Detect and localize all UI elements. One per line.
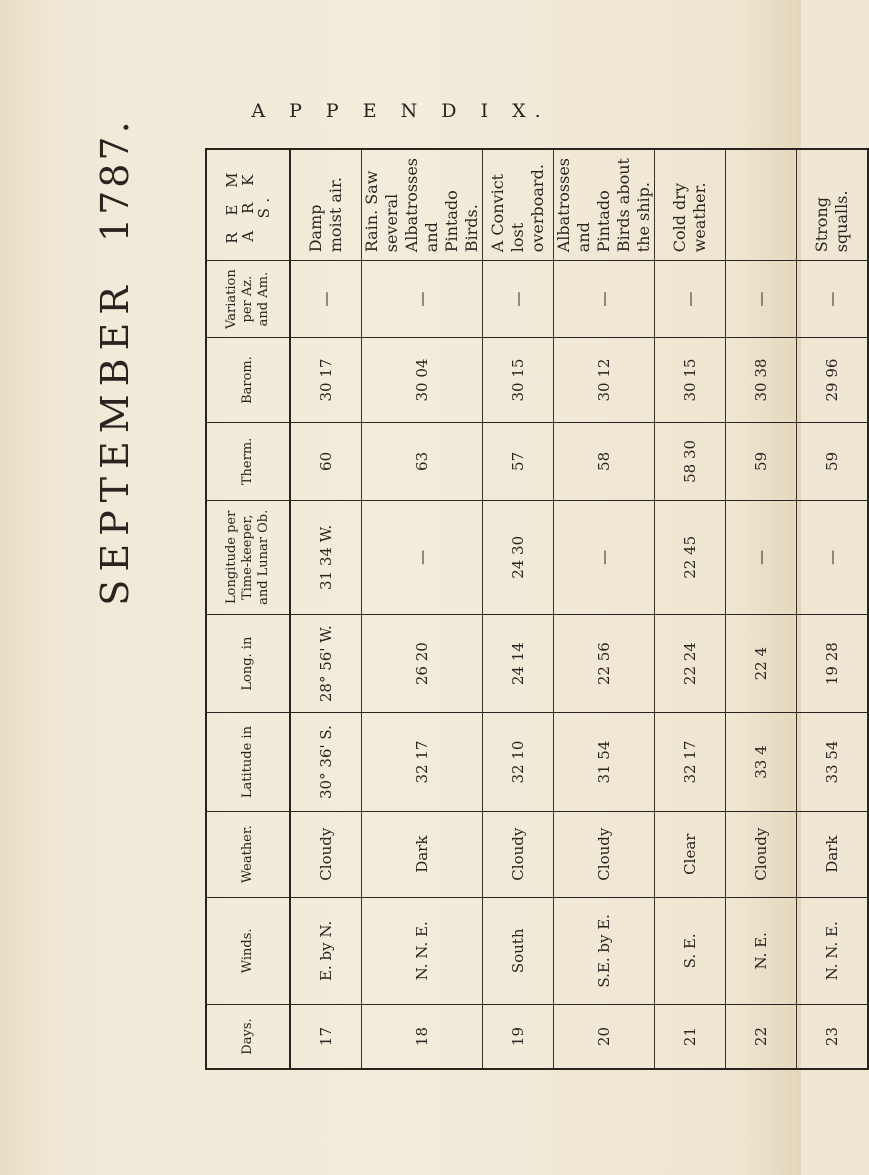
meteorological-log-table (205, 148, 869, 1070)
cell-variation: — (726, 261, 797, 338)
cell-longitude: 22 24 (655, 614, 726, 713)
cell-winds: South (483, 897, 554, 1004)
cell-longitude-timekeeper: 22 45 (655, 500, 726, 614)
cell-latitude: 33 54 (797, 713, 869, 811)
cell-longitude-timekeeper: — (554, 500, 655, 614)
cell-longitude-timekeeper: — (362, 500, 483, 614)
cell-day: 20 (554, 1005, 655, 1069)
header-remarks: R E M A R K S. (206, 149, 290, 261)
cell-longitude: 22 4 (726, 614, 797, 713)
table-header-row (206, 149, 290, 1069)
cell-weather: Cloudy (726, 811, 797, 897)
cell-therm: 57 (483, 423, 554, 501)
cell-remarks: Damp moist air. (290, 149, 362, 261)
cell-longitude-timekeeper: — (797, 500, 869, 614)
header-barom: Barom. (206, 337, 290, 422)
header-longitude: Long. in (206, 614, 290, 713)
cell-therm: 59 (726, 423, 797, 501)
cell-therm: 58 (554, 423, 655, 501)
cell-latitude: 32 10 (483, 713, 554, 811)
cell-variation: — (290, 261, 362, 338)
cell-day: 17 (290, 1005, 362, 1069)
cell-barom: 30 15 (483, 337, 554, 422)
cell-therm: 63 (362, 423, 483, 501)
cell-winds: N. E. (726, 897, 797, 1004)
cell-barom: 30 17 (290, 337, 362, 422)
cell-longitude: 28° 56' W. (290, 614, 362, 713)
header-weather: Weather. (206, 811, 290, 897)
header-longitude-timekeeper: Longitude per Time-keeper, and Lunar Ob. (206, 500, 290, 614)
cell-barom: 30 15 (655, 337, 726, 422)
cell-weather: Cloudy (554, 811, 655, 897)
cell-weather: Clear (655, 811, 726, 897)
cell-day: 23 (797, 1005, 869, 1069)
table-row (362, 149, 483, 1069)
table-row (483, 149, 554, 1069)
log-table-holder (205, 148, 851, 1070)
cell-weather: Cloudy (483, 811, 554, 897)
cell-day: 21 (655, 1005, 726, 1069)
cell-variation: — (797, 261, 869, 338)
cell-latitude: 32 17 (655, 713, 726, 811)
cell-day: 19 (483, 1005, 554, 1069)
cell-remarks: Albatrosses and Pintado Birds about the ship. (554, 149, 655, 261)
cell-weather: Cloudy (290, 811, 362, 897)
page-side-title (93, 118, 137, 605)
cell-latitude: 31 54 (554, 713, 655, 811)
table-row (290, 149, 362, 1069)
cell-winds: E. by N. (290, 897, 362, 1004)
header-variation: Variation per Az. and Am. (206, 261, 290, 338)
cell-therm: 58 30 (655, 423, 726, 501)
header-therm: Therm. (206, 423, 290, 501)
table-row (797, 149, 869, 1069)
cell-barom: 30 12 (554, 337, 655, 422)
cell-longitude: 19 28 (797, 614, 869, 713)
cell-longitude: 24 14 (483, 614, 554, 713)
cell-remarks: Rain. Saw several Albatrosses and Pintado Birds. (362, 149, 483, 261)
cell-variation: — (362, 261, 483, 338)
cell-latitude: 32 17 (362, 713, 483, 811)
table-row (554, 149, 655, 1069)
cell-winds: S.E. by E. (554, 897, 655, 1004)
cell-longitude-timekeeper: — (726, 500, 797, 614)
cell-remarks: Cold dry weather. (655, 149, 726, 261)
cell-longitude-timekeeper: 24 30 (483, 500, 554, 614)
cell-remarks (726, 149, 797, 261)
table-row (655, 149, 726, 1069)
cell-therm: 60 (290, 423, 362, 501)
cell-barom: 29 96 (797, 337, 869, 422)
cell-winds: S. E. (655, 897, 726, 1004)
cell-winds: N. N. E. (362, 897, 483, 1004)
cell-longitude-timekeeper: 31 34 W. (290, 500, 362, 614)
cell-longitude: 22 56 (554, 614, 655, 713)
cell-barom: 30 38 (726, 337, 797, 422)
header-days: Days. (206, 1005, 290, 1069)
table-row (726, 149, 797, 1069)
cell-winds: N. N. E. (797, 897, 869, 1004)
cell-weather: Dark (797, 811, 869, 897)
cell-weather: Dark (362, 811, 483, 897)
cell-latitude: 30° 36' S. (290, 713, 362, 811)
header-winds: Winds. (206, 897, 290, 1004)
cell-remarks: Strong squalls. (812, 190, 851, 253)
header-latitude: Latitude in (206, 713, 290, 811)
cell-day: 22 (726, 1005, 797, 1069)
page-heading: A P P E N D I X. (251, 100, 550, 122)
cell-day: 18 (362, 1005, 483, 1069)
cell-therm: 59 (797, 423, 869, 501)
year-title: 1787. (93, 118, 137, 243)
cell-variation: — (655, 261, 726, 338)
cell-barom: 30 04 (362, 337, 483, 422)
cell-variation: — (483, 261, 554, 338)
month-title: SEPTEMBER (93, 278, 137, 606)
cell-remarks: A Convict lost overboard. (483, 149, 554, 261)
cell-longitude: 26 20 (362, 614, 483, 713)
cell-variation: — (554, 261, 655, 338)
cell-latitude: 33 4 (726, 713, 797, 811)
